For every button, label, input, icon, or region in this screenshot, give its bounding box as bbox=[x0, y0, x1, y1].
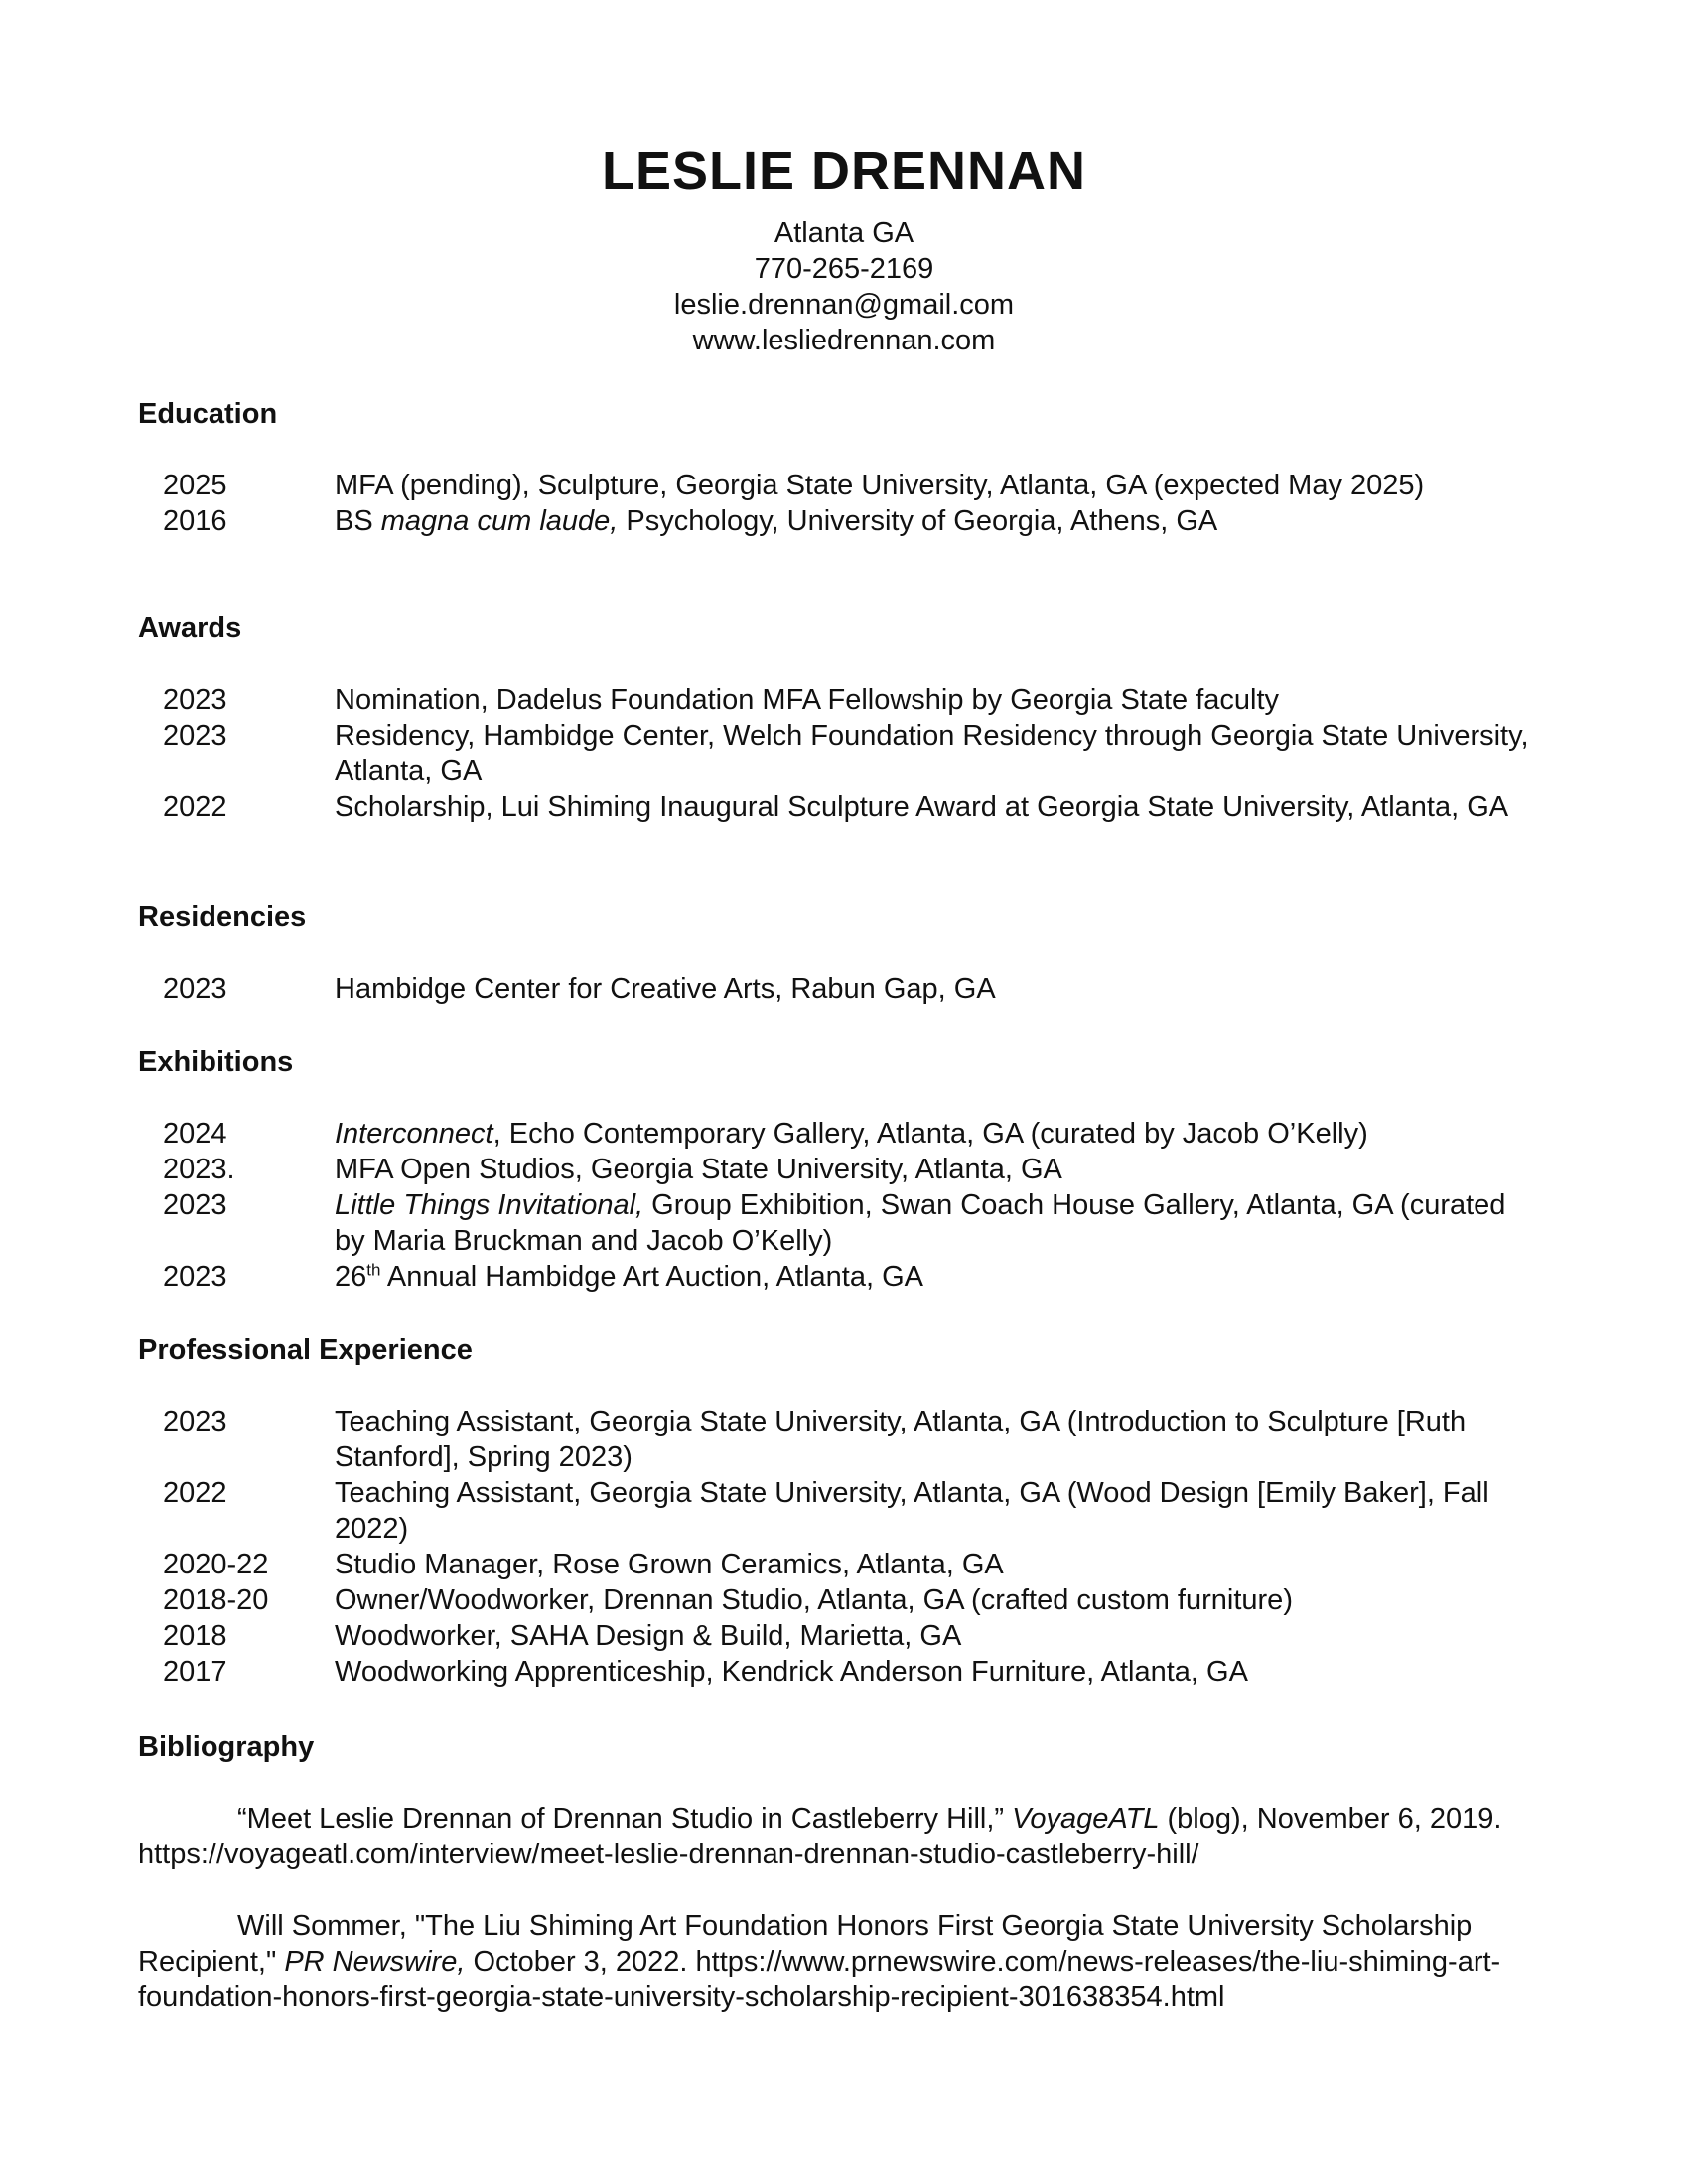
entry-row bbox=[138, 1618, 1538, 1654]
website-link[interactable]: www.lesliedrennan.com bbox=[692, 325, 996, 356]
text-segment: Studio Manager, Rose Grown Ceramics, Atlanta, GA bbox=[335, 1549, 1004, 1580]
text-segment: Group Exhibition, Swan Coach House Gallery, Atlanta, GA (curated by Maria Bruckman and Jacob O’Kelly) bbox=[335, 1189, 1506, 1257]
entry-year: 2023 bbox=[163, 720, 227, 751]
text-segment: th bbox=[366, 1260, 381, 1280]
section-heading: Bibliography bbox=[138, 1731, 315, 1763]
text-segment: Annual Hambidge Art Auction, Atlanta, GA bbox=[380, 1261, 923, 1293]
entry-description bbox=[335, 1187, 1531, 1259]
entry-year: 2022 bbox=[163, 1477, 227, 1509]
entry-description bbox=[335, 1259, 1531, 1295]
entry-row bbox=[138, 1116, 1538, 1152]
italic-text: Interconnect bbox=[335, 1118, 493, 1150]
entry-row bbox=[138, 1187, 1538, 1259]
italic-text: VoyageATL bbox=[1012, 1803, 1160, 1835]
text-segment: Psychology, University of Georgia, Athens, GA bbox=[618, 505, 1218, 537]
entry-description bbox=[335, 1116, 1531, 1152]
italic-text: Little Things Invitational, bbox=[335, 1189, 644, 1221]
section-heading: Residencies bbox=[138, 901, 307, 933]
entry-year: 2023 bbox=[163, 1261, 227, 1293]
entry-row bbox=[138, 682, 1538, 718]
entry-description bbox=[335, 1404, 1531, 1475]
section-heading: Education bbox=[138, 398, 278, 430]
bibliography-entry bbox=[138, 1908, 1533, 2015]
section-education bbox=[138, 396, 1538, 539]
entry-description bbox=[335, 682, 1531, 718]
text-segment: Teaching Assistant, Georgia State University, Atlanta, GA (Introduction to Sculpture [Ruth Stanford], Spring 2023) bbox=[335, 1406, 1467, 1473]
entry-description bbox=[335, 1547, 1531, 1582]
section-heading: Awards bbox=[138, 613, 242, 644]
entry-description bbox=[335, 1475, 1531, 1547]
italic-text: PR Newswire, bbox=[284, 1946, 466, 1978]
entry-description bbox=[335, 468, 1531, 503]
section-exhibitions bbox=[138, 1044, 1538, 1295]
text-segment: Scholarship, Lui Shiming Inaugural Sculpture Award at Georgia State University, Atlanta, GA bbox=[335, 791, 1509, 823]
phone: 770-265-2169 bbox=[754, 253, 934, 285]
entry-description bbox=[335, 718, 1531, 789]
text-segment: Teaching Assistant, Georgia State University, Atlanta, GA (Wood Design [Emily Baker], Fall 2022) bbox=[335, 1477, 1489, 1545]
entry-row bbox=[138, 1475, 1538, 1547]
entry-year: 2020-22 bbox=[163, 1549, 269, 1580]
italic-text: magna cum laude, bbox=[380, 505, 619, 537]
entry-row bbox=[138, 1654, 1538, 1690]
text-segment: Owner/Woodworker, Drennan Studio, Atlanta, GA (crafted custom furniture) bbox=[335, 1584, 1293, 1616]
entry-year: 2023 bbox=[163, 684, 227, 716]
section-professional-experience bbox=[138, 1332, 1538, 1690]
entry-row bbox=[138, 468, 1538, 503]
section-residencies bbox=[138, 899, 1538, 1007]
section-awards bbox=[138, 611, 1538, 825]
entry-description bbox=[335, 1654, 1531, 1690]
entry-row bbox=[138, 503, 1538, 539]
entry-year: 2024 bbox=[163, 1118, 227, 1150]
entry-year: 2017 bbox=[163, 1656, 227, 1688]
text-segment: Nomination, Dadelus Foundation MFA Fellowship by Georgia State faculty bbox=[335, 684, 1280, 716]
text-segment: (blog), November 6, 2019. https://voyageatl.com/interview/meet-leslie-drennan-drennan-studio-castleberry-hill/ bbox=[138, 1803, 1502, 1870]
text-segment: Woodworker, SAHA Design & Build, Marietta, GA bbox=[335, 1620, 962, 1652]
text-segment: MFA (pending), Sculpture, Georgia State University, Atlanta, GA (expected May 2025) bbox=[335, 470, 1425, 501]
text-segment: Residency, Hambidge Center, Welch Foundation Residency through Georgia State University, Atlanta, GA bbox=[335, 720, 1529, 787]
entry-year: 2022 bbox=[163, 791, 227, 823]
entry-description bbox=[335, 503, 1531, 539]
entry-description bbox=[335, 971, 1531, 1007]
entry-year: 2023 bbox=[163, 973, 227, 1005]
resume-name: LESLIE DRENNAN bbox=[601, 141, 1087, 201]
entry-description bbox=[335, 1152, 1531, 1187]
section-heading: Professional Experience bbox=[138, 1334, 473, 1366]
entry-row bbox=[138, 971, 1538, 1007]
entry-row bbox=[138, 718, 1538, 789]
section-bibliography bbox=[138, 1729, 1538, 2051]
text-segment: October 3, 2022. https://www.prnewswire.com/news-releases/the-liu-shiming-art-foundation-honors-first-georgia-state-university-scholarship-recipient-301638354.html bbox=[138, 1946, 1501, 2013]
text-segment: BS bbox=[335, 505, 381, 537]
entry-year: 2018-20 bbox=[163, 1584, 269, 1616]
entry-year: 2018 bbox=[163, 1620, 227, 1652]
entry-row bbox=[138, 1582, 1538, 1618]
text-segment: Hambidge Center for Creative Arts, Rabun Gap, GA bbox=[335, 973, 996, 1005]
entry-year: 2023 bbox=[163, 1189, 227, 1221]
text-segment: MFA Open Studios, Georgia State University, Atlanta, GA bbox=[335, 1154, 1062, 1185]
entry-row bbox=[138, 1404, 1538, 1475]
email-link[interactable]: leslie.drennan@gmail.com bbox=[673, 289, 1015, 321]
entry-year: 2023 bbox=[163, 1406, 227, 1437]
text-segment: “Meet Leslie Drennan of Drennan Studio in Castleberry Hill,” bbox=[237, 1803, 1013, 1835]
entry-row bbox=[138, 789, 1538, 825]
entry-description bbox=[335, 1582, 1531, 1618]
location: Atlanta GA bbox=[774, 217, 914, 249]
entry-description bbox=[335, 1618, 1531, 1654]
entry-row bbox=[138, 1547, 1538, 1582]
bibliography-entry bbox=[138, 1801, 1533, 1872]
entry-year: 2025 bbox=[163, 470, 227, 501]
text-segment: 26 bbox=[335, 1261, 367, 1293]
entry-year: 2023. bbox=[163, 1154, 235, 1185]
contact-info bbox=[0, 215, 1688, 358]
text-segment: Woodworking Apprenticeship, Kendrick Anderson Furniture, Atlanta, GA bbox=[335, 1656, 1248, 1688]
entry-row bbox=[138, 1152, 1538, 1187]
text-segment: Will Sommer, "The Liu Shiming Art Foundation Honors First Georgia State University Scholarship Recipient," bbox=[138, 1910, 1473, 1978]
entry-row bbox=[138, 1259, 1538, 1295]
entry-description bbox=[335, 789, 1531, 825]
section-heading: Exhibitions bbox=[138, 1046, 294, 1078]
entry-year: 2016 bbox=[163, 505, 227, 537]
text-segment: , Echo Contemporary Gallery, Atlanta, GA (curated by Jacob O’Kelly) bbox=[492, 1118, 1368, 1150]
